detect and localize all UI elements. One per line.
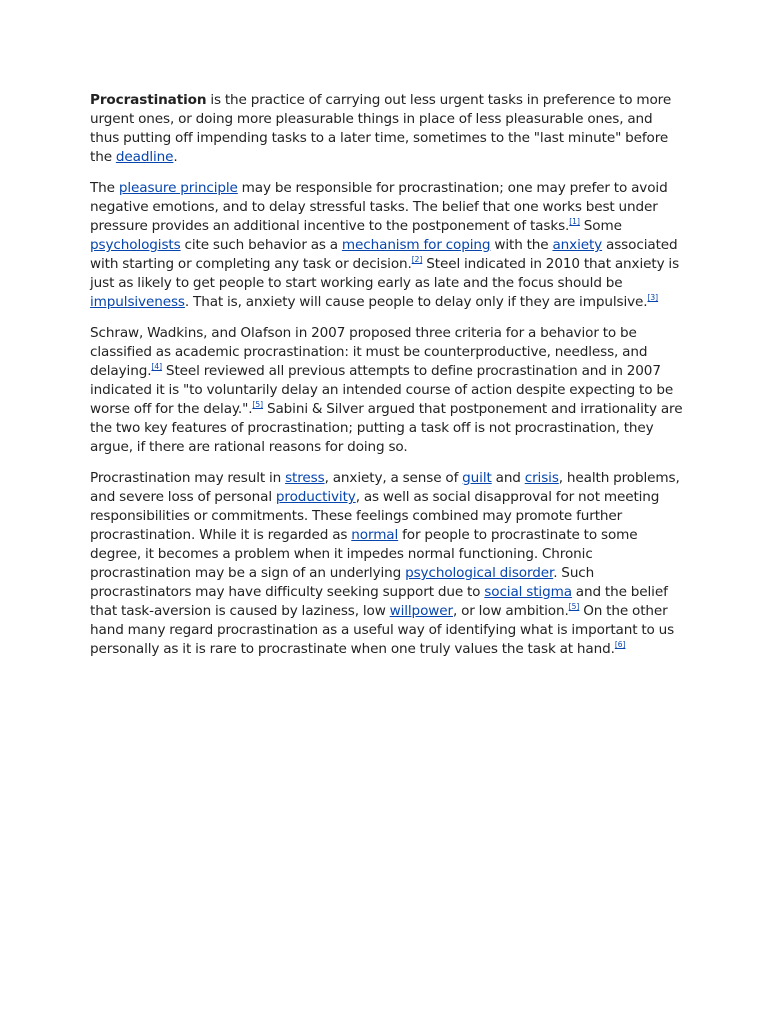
text-run: for people to procrastinate to some degree, it becomes a problem when it impedes normal functioning. Chronic procrastination may be a sign of an underlying: [90, 527, 638, 581]
link-anxiety[interactable]: anxiety: [552, 237, 603, 253]
term-bold: Procrastination: [90, 92, 207, 108]
text-run: Steel reviewed all previous attempts to define procrastination and in 2007 indicated it is "to voluntarily delay an intended course of action despite expecting to be worse off for the delay.".: [90, 363, 674, 417]
text-run: . That is, anxiety will cause people to delay only if they are impulsive.: [184, 294, 648, 310]
citation: [252, 400, 263, 409]
citation: [615, 640, 626, 649]
text-run: cite such behavior as a: [180, 237, 342, 253]
citation: [151, 362, 162, 371]
paragraph-consequences: [90, 469, 684, 659]
text-run: associated with starting or completing any task or decision.: [90, 237, 678, 272]
link-psychological-disorder[interactable]: psychological disorder: [405, 565, 554, 581]
citation: [569, 602, 580, 611]
paragraph-academic-procrastination: [90, 324, 684, 457]
article-body: [90, 91, 684, 671]
text-run: , as well as social disapproval for not meeting responsibilities or commitments. These feelings combined may promote further procrastination. While it is regarded as: [90, 489, 660, 543]
citation: [647, 293, 658, 302]
text-run: On the other hand many regard procrastination as a useful way of identifying what is important to us personally as it is rare to procrastinate when one truly values the task at hand.: [90, 603, 675, 657]
text-run: Steel indicated in 2010 that anxiety is just as likely to get people to start working early as late and the focus should be: [90, 256, 680, 291]
link-social-stigma[interactable]: social stigma: [484, 584, 572, 600]
link-willpower[interactable]: willpower: [389, 603, 453, 619]
text-run: , health problems, and severe loss of personal: [90, 470, 680, 505]
text-run: . Such procrastinators may have difficulty seeking support due to: [90, 565, 595, 600]
paragraph-intro: [90, 91, 684, 167]
text-run: Schraw, Wadkins, and Olafson in 2007 proposed three criteria for a behavior to be classified as academic procrastination: it must be counterproductive, needless, and delaying.: [90, 325, 648, 379]
text-run: .: [173, 149, 178, 165]
link-impulsiveness[interactable]: impulsiveness: [90, 294, 185, 310]
text-run: Procrastination may result in: [90, 470, 286, 486]
citation-2-link[interactable]: [2]: [411, 255, 423, 264]
citation-3-link[interactable]: [3]: [647, 293, 659, 302]
text-run: , or low ambition.: [452, 603, 569, 619]
text-run: The: [90, 180, 119, 196]
citation-4-link[interactable]: [4]: [151, 362, 163, 371]
text-run: with the: [490, 237, 553, 253]
text-run: , anxiety, a sense of: [324, 470, 463, 486]
citation-6-link[interactable]: [6]: [614, 640, 626, 649]
citation: [412, 255, 423, 264]
link-stress[interactable]: stress: [285, 470, 325, 486]
text-run: and: [491, 470, 525, 486]
text-run: and the belief that task-aversion is caused by laziness, low: [90, 584, 668, 619]
link-deadline[interactable]: deadline: [115, 149, 174, 165]
link-psychologists[interactable]: psychologists: [90, 237, 181, 253]
citation-1-link[interactable]: [1]: [569, 217, 580, 226]
link-normal[interactable]: normal: [351, 527, 399, 543]
link-crisis[interactable]: crisis: [524, 470, 559, 486]
text-run: Some: [579, 218, 622, 234]
citation-5b-link[interactable]: [5]: [568, 602, 580, 611]
citation-5-link[interactable]: [5]: [252, 400, 264, 409]
link-pleasure-principle[interactable]: pleasure principle: [118, 180, 238, 196]
citation: [569, 217, 580, 226]
paragraph-pleasure-principle: [90, 179, 684, 312]
link-productivity[interactable]: productivity: [275, 489, 356, 505]
text-run: is the practice of carrying out less urgent tasks in preference to more urgent ones, or doing more pleasurable things in place of less pleasurable ones, and thus putting off impending tasks to a later time, sometimes to the "last minute" before the: [90, 92, 672, 165]
text-run: may be responsible for procrastination; one may prefer to avoid negative emotions, and to delay stressful tasks. The belief that one works best under pressure provides an additional incentive to the postponement of tasks.: [90, 180, 668, 234]
text-run: Sabini & Silver argued that postponement and irrationality are the two key features of procrastination; putting a task off is not procrastination, they argue, if there are rational reasons for doing so.: [90, 401, 683, 455]
link-guilt[interactable]: guilt: [462, 470, 492, 486]
link-mechanism-for-coping[interactable]: mechanism for coping: [341, 237, 491, 253]
